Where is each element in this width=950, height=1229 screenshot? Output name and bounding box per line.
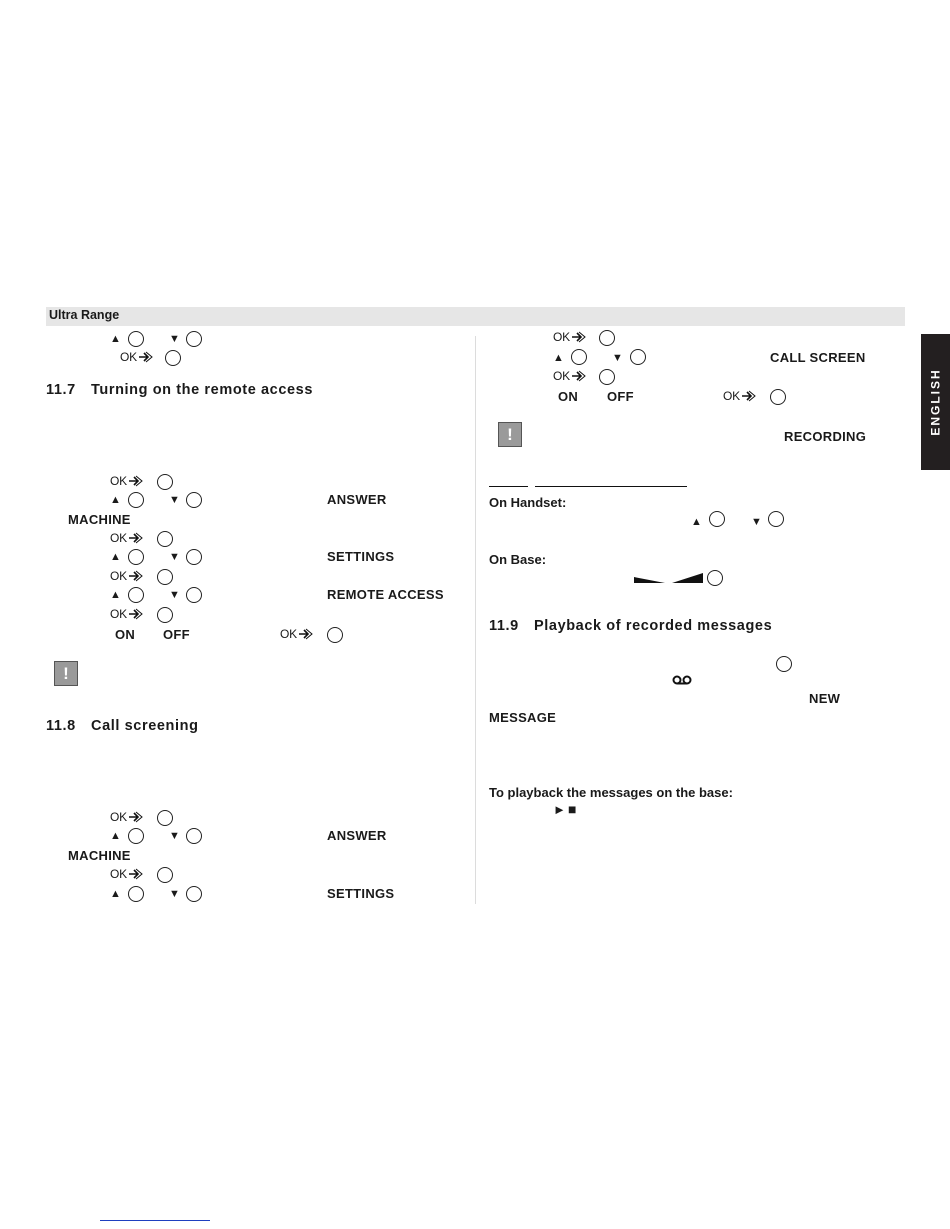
button-circle-icon [768,511,784,527]
ok-key-icon [553,369,587,383]
button-circle-icon [571,349,587,365]
on-handset-label: On Handset: [489,495,567,510]
stop-icon: ■ [568,801,577,817]
language-tab-label: ENGLISH [928,368,943,436]
ok-key-label: OK [110,810,127,824]
ok-arrow-icon [741,389,757,403]
button-circle-icon [157,569,173,585]
keyword-answer: ANSWER [327,492,387,507]
warning-icon: ! [54,661,78,686]
keyword-remote-access: REMOTE ACCESS [327,587,444,602]
ok-arrow-icon [128,810,144,824]
keyword-settings: SETTINGS [327,886,395,901]
button-circle-icon [186,331,202,347]
keyword-answer: ANSWER [327,828,387,843]
page-header-title: Ultra Range [49,308,120,322]
language-tab [921,334,950,470]
button-circle-icon [186,492,202,508]
on-base-label: On Base: [489,552,547,567]
up-arrow-icon: ▲ [691,516,702,528]
ok-key-label: OK [110,531,127,545]
section-number: 11.9 [489,618,519,634]
ok-key-label: OK [723,389,740,403]
up-arrow-icon: ▲ [110,551,121,563]
keyword-machine: MACHINE [68,512,131,527]
playback-base-label: To playback the messages on the base: [489,785,733,800]
up-arrow-icon: ▲ [110,589,121,601]
button-circle-icon [128,828,144,844]
button-circle-icon [186,886,202,902]
up-arrow-icon: ▲ [110,333,121,345]
voicemail-icon [672,675,692,685]
ok-key-icon [280,627,314,641]
keyword-on: ON [558,389,579,404]
down-arrow-icon: ▼ [169,888,180,900]
button-circle-icon [186,587,202,603]
section-title: Playback of recorded messages [534,618,773,634]
down-arrow-icon: ▼ [169,494,180,506]
ok-key-label: OK [110,607,127,621]
ok-key-icon [553,330,587,344]
ok-key-icon [110,810,144,824]
ok-key-icon [110,531,144,545]
play-icon: ► [553,802,566,817]
header-bar [46,307,905,326]
button-circle-icon [157,810,173,826]
section-number: 11.8 [46,718,76,734]
ok-key-label: OK [553,369,570,383]
button-circle-icon [599,369,615,385]
keyword-call-screen: CALL SCREEN [770,350,866,365]
down-arrow-icon: ▼ [612,352,623,364]
underline-rule [535,486,687,487]
down-arrow-icon: ▼ [169,551,180,563]
keyword-settings: SETTINGS [327,549,395,564]
volume-down-icon [634,572,666,584]
button-circle-icon [630,349,646,365]
keyword-on: ON [115,627,136,642]
down-arrow-icon: ▼ [751,516,762,528]
ok-key-icon [110,474,144,488]
column-divider [475,336,476,904]
keyword-off: OFF [163,627,190,642]
section-11-9-heading [489,618,772,634]
keyword-off: OFF [607,389,634,404]
button-circle-icon [128,331,144,347]
ok-key-icon [110,607,144,621]
up-arrow-icon: ▲ [110,494,121,506]
button-circle-icon [709,511,725,527]
ok-arrow-icon [138,350,154,364]
button-circle-icon [776,656,792,672]
ok-key-label: OK [120,350,137,364]
ok-arrow-icon [571,369,587,383]
ok-key-label: OK [553,330,570,344]
button-circle-icon [327,627,343,643]
ok-arrow-icon [298,627,314,641]
section-title: Turning on the remote access [91,382,313,398]
ok-key-label: OK [110,474,127,488]
warning-icon: ! [498,422,522,447]
ok-key-label: OK [110,867,127,881]
button-circle-icon [128,492,144,508]
button-circle-icon [707,570,723,586]
up-arrow-icon: ▲ [110,830,121,842]
button-circle-icon [165,350,181,366]
ok-arrow-icon [128,867,144,881]
ok-key-label: OK [280,627,297,641]
footer-link-line [100,1220,210,1221]
keyword-recording: RECORDING [784,429,867,444]
ok-key-icon [120,350,154,364]
ok-key-label: OK [110,569,127,583]
volume-up-icon [672,572,704,584]
section-11-7-heading [46,382,313,398]
button-circle-icon [186,549,202,565]
down-arrow-icon: ▼ [169,589,180,601]
down-arrow-icon: ▼ [169,830,180,842]
keyword-new: NEW [809,691,841,706]
ok-key-icon [723,389,757,403]
up-arrow-icon: ▲ [553,352,564,364]
up-arrow-icon: ▲ [110,888,121,900]
button-circle-icon [128,886,144,902]
ok-arrow-icon [128,569,144,583]
keyword-message: MESSAGE [489,710,557,725]
button-circle-icon [128,549,144,565]
ok-arrow-icon [128,607,144,621]
down-arrow-icon: ▼ [169,333,180,345]
button-circle-icon [157,867,173,883]
section-11-8-heading [46,718,199,734]
button-circle-icon [186,828,202,844]
button-circle-icon [157,607,173,623]
ok-arrow-icon [128,531,144,545]
ok-arrow-icon [571,330,587,344]
button-circle-icon [599,330,615,346]
ok-arrow-icon [128,474,144,488]
keyword-machine: MACHINE [68,848,131,863]
button-circle-icon [770,389,786,405]
section-title: Call screening [91,718,199,734]
button-circle-icon [157,474,173,490]
ok-key-icon [110,867,144,881]
button-circle-icon [157,531,173,547]
ok-key-icon [110,569,144,583]
section-number: 11.7 [46,382,76,398]
button-circle-icon [128,587,144,603]
underline-rule [489,486,528,487]
